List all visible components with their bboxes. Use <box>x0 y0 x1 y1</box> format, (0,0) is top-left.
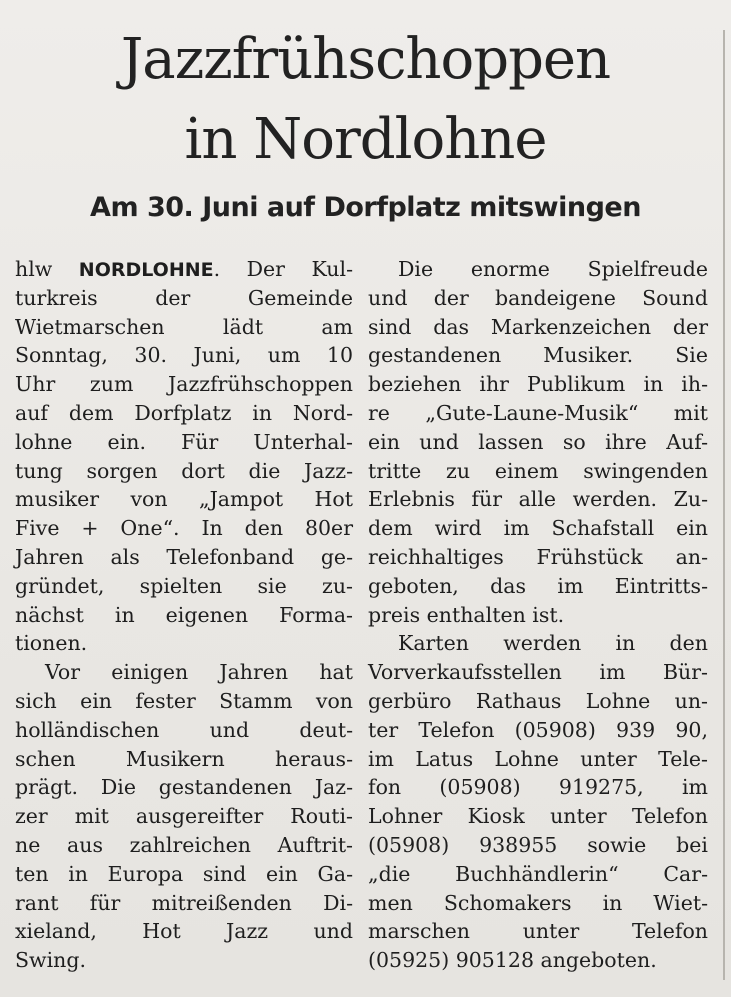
text-line: rant für mitreißenden Di- <box>15 890 353 915</box>
text-line: und der bandeigene Sound <box>368 285 708 310</box>
headline-line-2: in Nordlohne <box>184 107 547 172</box>
text-line: Swing. <box>15 948 86 973</box>
text-line: marschen unter Telefon <box>368 919 708 944</box>
text-line: auf dem Dorfplatz in Nord- <box>15 400 353 425</box>
text-line: schen Musikern heraus- <box>15 746 353 771</box>
text-line <box>15 255 353 284</box>
page-edge <box>723 30 725 980</box>
text-line: Vor einigen Jahren hat <box>45 660 353 685</box>
text-line: „die Buchhändlerin“ Car- <box>368 861 708 886</box>
text-line: Erlebnis für alle werden. Zu- <box>368 487 708 512</box>
text-line: gerbüro Rathaus Lohne un- <box>368 688 708 713</box>
text-line: Lohner Kiosk unter Telefon <box>368 804 708 829</box>
text-line: Vorverkaufsstellen im Bür- <box>368 660 708 685</box>
text-line: men Schomakers in Wiet- <box>368 890 708 915</box>
article-column-right <box>368 255 708 975</box>
text-line: nächst in eigenen Forma- <box>15 602 353 627</box>
text-line-content: . Der Kul- <box>213 257 353 281</box>
text-line: beziehen ihr Publikum in ih- <box>368 372 708 397</box>
text-line: prägt. Die gestandenen Jaz- <box>15 775 353 800</box>
text-line: tionen. <box>15 631 88 656</box>
headline-line-1: Jazzfrühschoppen <box>120 27 611 92</box>
text-line: tritte zu einem swingenden <box>368 458 708 483</box>
text-line: sich ein fester Stamm von <box>15 688 353 713</box>
text-line: Uhr zum Jazzfrühschoppen <box>15 372 353 397</box>
text-line: ten in Europa sind ein Ga- <box>15 861 353 886</box>
text-line: xieland, Hot Jazz und <box>15 919 353 944</box>
text-line: sind das Markenzeichen der <box>368 314 708 339</box>
text-line: tung sorgen dort die Jazz- <box>15 458 353 483</box>
text-line: preis enthalten ist. <box>368 602 565 627</box>
text-line: reichhaltiges Frühstück an- <box>368 544 708 569</box>
text-line: geboten, das im Eintritts- <box>368 573 708 598</box>
text-line: Karten werden in den <box>398 631 708 656</box>
dateline-author: hlw <box>15 257 53 281</box>
text-line: ne aus zahlreichen Auftrit- <box>15 832 353 857</box>
text-line: zer mit ausgereifter Routi- <box>15 804 353 829</box>
subheadline: Am 30. Juni auf Dorfplatz mitswingen <box>90 192 641 223</box>
text-line: Wietmarschen lädt am <box>15 314 353 339</box>
text-line: ein und lassen so ihre Auf- <box>368 429 708 454</box>
text-line: (05908) 938955 sowie bei <box>368 832 708 857</box>
text-line: musiker von „Jampot Hot <box>15 487 353 512</box>
text-line: gründet, spielten sie zu- <box>15 573 353 598</box>
text-line: dem wird im Schafstall ein <box>368 516 708 541</box>
text-line: (05925) 905128 angeboten. <box>368 948 657 973</box>
text-line: holländischen und deut- <box>15 717 353 742</box>
text-line: ter Telefon (05908) 939 90, <box>368 717 708 742</box>
article-column-left <box>15 255 353 975</box>
text-line: im Latus Lohne unter Tele- <box>368 746 708 771</box>
text-line: gestandenen Musiker. Sie <box>368 343 708 368</box>
text-line: turkreis der Gemeinde <box>15 285 353 310</box>
text-line: Jahren als Telefonband ge- <box>15 544 353 569</box>
text-line: fon (05908) 919275, im <box>368 775 708 800</box>
text-line: lohne ein. Für Unterhal- <box>15 429 353 454</box>
dateline-place: NORDLOHNE <box>78 259 214 281</box>
text-line: re „Gute-Laune-Musik“ mit <box>368 400 708 425</box>
text-line: Die enorme Spielfreude <box>398 257 708 281</box>
text-line: Five + One“. In den 80er <box>15 516 353 541</box>
text-line: Sonntag, 30. Juni, um 10 <box>15 343 353 368</box>
